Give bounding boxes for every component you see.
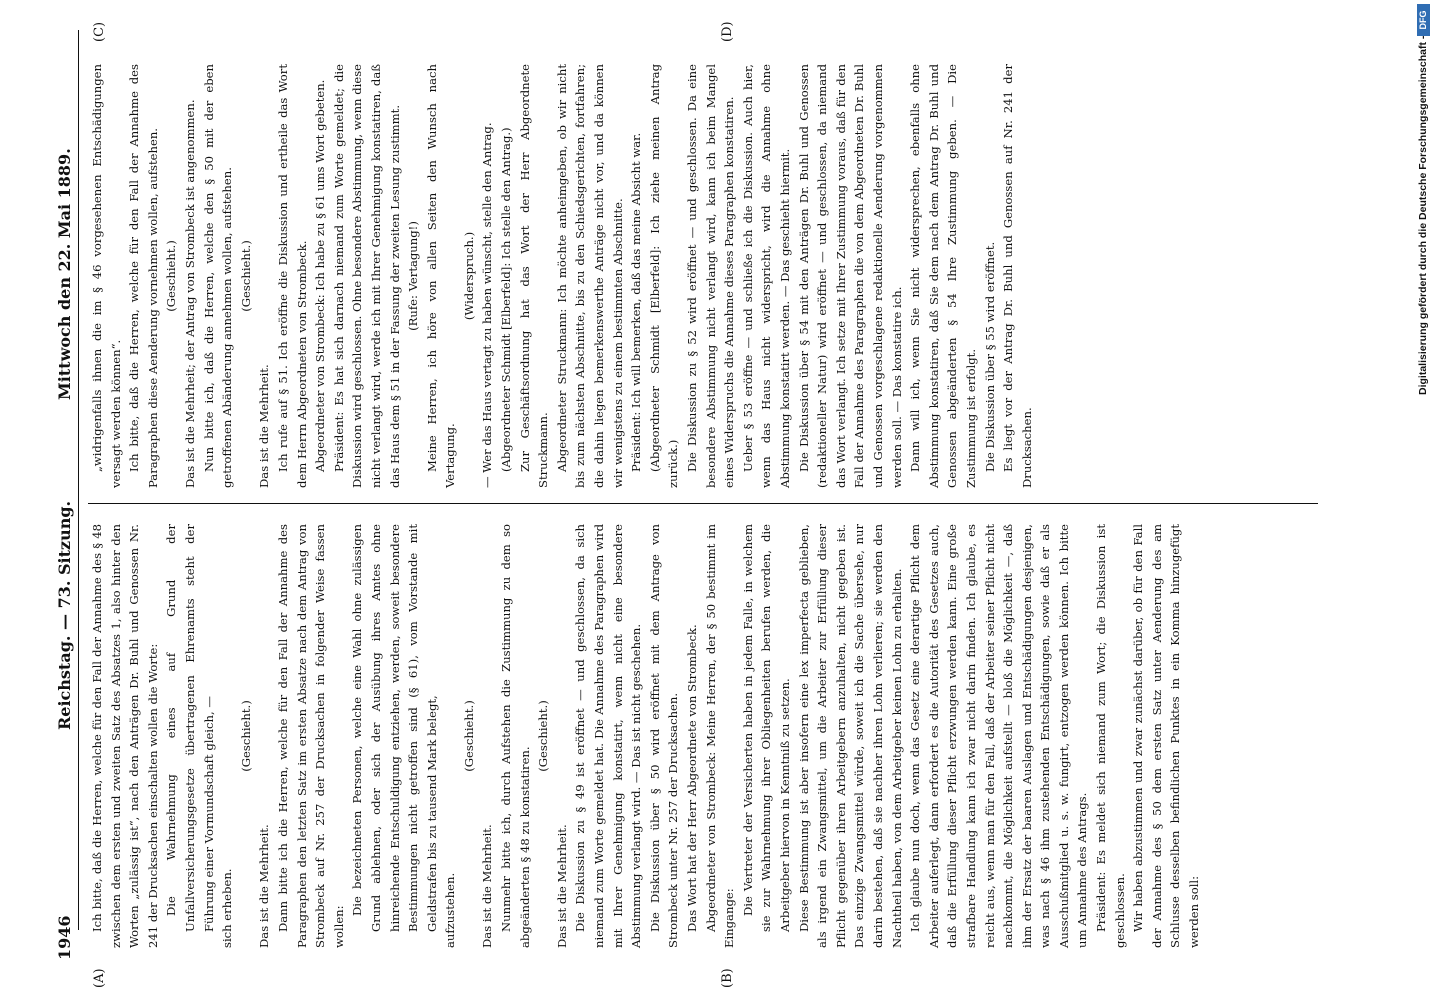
header-rule [78, 30, 79, 930]
paragraph: sich erheben. [220, 868, 235, 948]
page-header [55, 0, 75, 1000]
paragraph: Nun bitte ich, daß die Herren, welche den § 50 mit der eben getroffenen Abänderung annehmen wollen, aufstehen. [201, 64, 235, 488]
paragraph: Abgeordneter von Strombeck: Ich habe zu § 61 ums Wort gebeten. [313, 79, 328, 472]
paragraph: „widrigenfalls ihnen die im § 46 vorgesehenen Entschädigungen versagt werden können“. [90, 64, 123, 488]
paragraph: Die Diskussion zu § 52 wird eröffnet — und geschlossen. Da eine besondere Abstimmung nicht verlangt wird, kann ich beim Mangel eines Widerspruchs die Annahme dieses Paragraphen konstatiren. [685, 64, 737, 488]
paragraph: Dann bitte ich die Herren, welche für den Fall der Annahme des Paragraphen den letzten Satz im ersten Absatze nach dem Antrag von Strombeck auf Nr. 257 der Drucksachen in folgender Weise fassen wollen: [275, 524, 346, 948]
dfg-logo: DFG [1417, 4, 1430, 36]
paragraph: Das ist die Mehrheit. [257, 364, 272, 488]
paragraph: Ich bitte, daß die Herren, welche für den Fall der Annahme des Paragraphen diese Aenderung vornehmen wollen, aufstehen. [127, 64, 160, 488]
digitization-footer [1415, 0, 1432, 1000]
paragraph: Die Diskussion zu § 49 ist eröffnet — und geschlossen, da sich niemand zum Worte gemeldet hat. Die Annahme des Paragraphen wird mit Ihrer Genehmigung konstatirt, wenn nicht eine besondere Abstimmung verlangt wird. — Das ist nicht geschehen. [573, 524, 644, 948]
paragraph: — Wer das Haus vertagt zu haben wünscht, stelle den Antrag. [480, 122, 495, 488]
paragraph: Wir haben abzustimmen und zwar zunächst darüber, ob für den Fall der Annahme des § 50 dem ersten Satz unter Aenderung des am Schlusse desselben befindlichen Punktes in ein Komma hinzugefügt werden soll: [1131, 524, 1202, 948]
paragraph: Abgeordneter von Strombeck: Meine Herren, der § 50 bestimmt im Eingange: [703, 524, 737, 948]
paragraph: Abgeordneter Struckmann: Ich möchte anheimgeben, ob wir nicht bis zum nächsten Abschnitte, bis zu den Schiedsgerichten, fortfahren; die dahin liegen bemerkenswerthe Anträge nicht vor, und da können wir wenigstens zu einem bestimmten Abschnitte. [554, 64, 625, 488]
paragraph: Präsident: Es hat sich darnach niemand zum Worte gemeldet; die Diskussion wird geschlossen. Ohne besondere Abstimmung, wenn diese nicht verlangt wird, werde ich mit Ihrer Genehmigung konstatiren, daß das Haus dem § 51 in der Fassung der zweiten Lesung zustimmt. [331, 63, 402, 488]
margin-marker-d: (D) [720, 21, 735, 42]
session-date: Mittwoch den 22. Mai 1889. [55, 148, 74, 400]
stage-direction: (Geschieht.) [238, 240, 253, 312]
column-divider [88, 503, 1318, 504]
paragraph: (Abgeordneter Schmidt [Elberfeld]: Ich ziehe meinen Antrag zurück.) [647, 64, 681, 488]
stage-direction: (Geschieht.) [536, 700, 551, 772]
text-column-right [88, 64, 1036, 488]
paragraph: Präsident: Es meldet sich niemand zum Wort; die Diskussion ist geschlossen. [1094, 524, 1127, 948]
paragraph: Die Wahrnehmung eines auf Grund der Unfallversicherungsgesetze übertragenen Ehrenamts steht der Führung einer Vormundschaft gleich, — [164, 524, 216, 932]
paragraph: Das ist die Mehrheit. [257, 824, 272, 948]
stage-direction: (Widerspruch.) [461, 231, 476, 321]
paragraph: Ich glaube nun doch, wenn das Gesetz eine derartige Pflicht dem Arbeiter auferlegt, dann erfordert es die Autorität des Gesetzes auch, daß die Erfüllung dieser Pflicht erzwungen werden kann. Eine große strafbare Handlung kann ich zwar nicht darin finden. Ich glaube, es reicht aus, wenn man für den Fall, daß der Arbeiter seiner Pflicht nicht nachkommt, die Möglichkeit aufstellt — bloß die Möglichkeit —, daß ihm der Ersatz der baaren Auslagen und Entschädigungen desjenigen, was nach § 46 ihm zustehenden Entschädigungen, sowie daß er als Ausschußmitglied u. s. w. fungirt, entzogen werden können. Ich bitte um Annahme des Antrags. [908, 524, 1090, 948]
stage-direction: (Geschieht.) [164, 240, 179, 312]
margin-marker-c: (C) [92, 21, 107, 42]
paragraph: Meine Herren, ich höre von allen Seiten den Wunsch nach Vertagung. [424, 64, 458, 488]
paragraph: Die Diskussion über § 55 wird eröffnet. [982, 241, 997, 472]
journal-title: Reichstag. — 73. Sitzung. [55, 500, 74, 730]
paragraph: Dann will ich, wenn Sie nicht widersprechen, ebenfalls ohne Abstimmung konstatiren, daß Sie dem nach dem Antrag Dr. Buhl und Genossen abgeänderten § 54 Ihre Zustimmung geben. — Die Zustimmung ist erfolgt. [908, 64, 978, 488]
text-column-left [88, 524, 1204, 948]
paragraph: Die Diskussion über § 54 mit den Anträgen Dr. Buhl und Genossen (redaktioneller Natur) wird eröffnet — und geschlossen, da niemand das Wort verlangt. Ich setze mit Ihrer Zustimmung voraus, daß für den Fall der Annahme des Paragraphen die von dem Abgeordneten Dr. Buhl und Genossen vorgeschlagene redaktionelle Aenderung vorgenommen werden soll. — Das konstatire ich. [796, 64, 904, 488]
margin-marker-a: (A) [92, 968, 107, 988]
page-number: 1946 [55, 915, 74, 960]
paragraph: Das ist die Mehrheit; der Antrag von Strombeck ist angenommen. [182, 99, 197, 488]
paragraph: Präsident: Ich will bemerken, daß das meine Absicht war. [629, 132, 644, 472]
digitization-note: Digitalisierung gefördert durch die Deutsche Forschungsgemeinschaft - [1417, 35, 1429, 395]
margin-marker-b: (B) [720, 968, 735, 988]
paragraph: Das Wort hat der Herr Abgeordnete von Strombeck. [685, 624, 699, 932]
paragraph: Das ist die Mehrheit. [480, 824, 495, 948]
paragraph: Zur Geschäftsordnung hat das Wort der Herr Abgeordnete Struckmann. [517, 64, 551, 488]
paragraph: Es liegt vor der Antrag Dr. Buhl und Genossen auf Nr. 241 der Drucksachen. [1001, 64, 1034, 488]
paragraph: (Abgeordneter Schmidt [Elberfeld]: Ich stelle den Antrag.) [499, 127, 514, 472]
paragraph: Die bezeichneten Personen, welche eine Wahl ohne zulässigen Grund ablehnen, oder sich der Ausübung ihres Amtes ohne hinreichende Entschuldigung entziehen, werden, soweit besondere Bestimmungen nicht getroffen sind (§ 61), vom Vorstande mit Geldstrafen bis zu tausend Mark belegt, [350, 524, 439, 932]
paragraph: Das ist die Mehrheit. [554, 824, 569, 948]
paragraph: Diese Bestimmung ist aber insofern eine lex imperfecta geblieben, als irgend ein Zwangsmittel, um die Arbeiter zur Erfüllung dieser Pflicht gegenüber ihren Arbeitgebern anzuhalten, nicht gegeben ist. Das einzige Zwangsmittel würde, soweit ich die Sache übersehe, nur darin bestehen, daß sie nachher ihren Lohn verlieren; sie werden den Nachtheil haben, von dem Arbeitgeber keinen Lohn zu erhalten. [796, 524, 904, 948]
stage-direction: (Geschieht.) [461, 700, 476, 772]
paragraph: Die Vertreter der Versicherten haben in jedem Falle, in welchem sie zur Wahrnehmung ihrer Obliegenheiten berufen werden, die Arbeitgeber hiervon in Kenntniß zu setzen. [740, 524, 792, 932]
paragraph: Ueber § 53 eröffne — und schließe ich die Diskussion. Auch hier, wenn das Haus nicht widerspricht, wird die Annahme ohne Abstimmung konstatirt werden. — Das geschieht hiermit. [740, 64, 792, 488]
paragraph: Ich bitte, daß die Herren, welche für den Fall der Annahme des § 48 zwischen dem ersten und zweiten Satz des Absatzes 1, also hinter den Worten „zulässig ist“, nach den Anträgen Dr. Buhl und Genossen Nr. 241 der Drucksachen einschalten wollen die Worte: [90, 524, 160, 948]
paragraph: aufzustehen. [443, 872, 458, 948]
stage-direction: (Rufe: Vertagung!) [406, 221, 421, 331]
paragraph: Ich rufe auf § 51. Ich eröffne die Diskussion und ertheile das Wort dem Herrn Abgeordneten von Strombeck. [275, 64, 309, 488]
paragraph: Die Diskussion über § 50 wird eröffnet mit dem Antrage von Strombeck unter Nr. 257 der Drucksachen. [647, 524, 681, 948]
stage-direction: (Geschieht.) [238, 700, 253, 772]
paragraph: Nunmehr bitte ich, durch Aufstehen die Zustimmung zu dem so abgeänderten § 48 zu konstatiren. [499, 524, 532, 948]
